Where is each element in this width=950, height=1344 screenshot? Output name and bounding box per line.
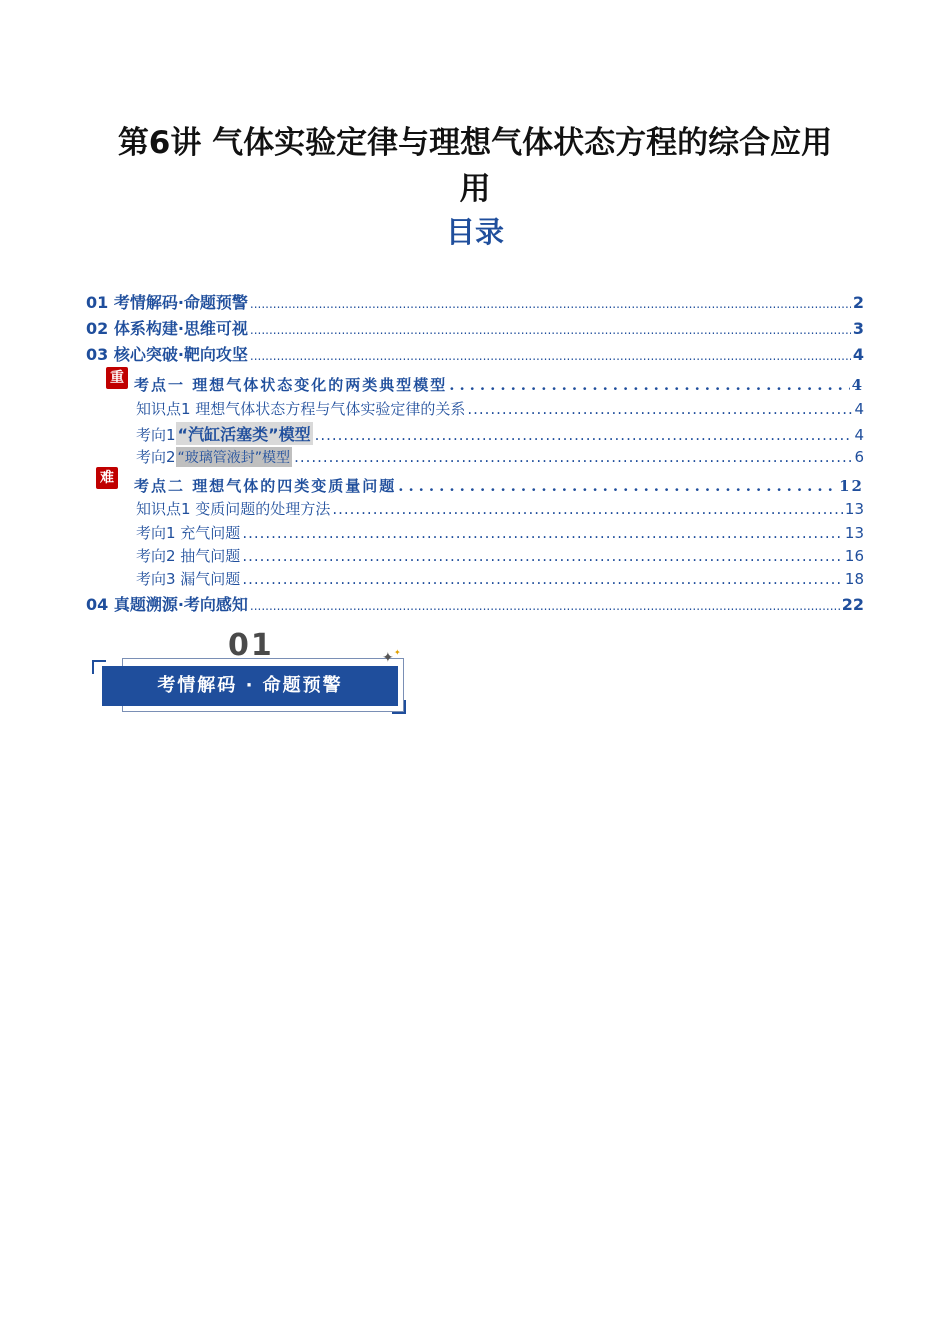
toc-entry-page: 4 bbox=[851, 376, 864, 394]
toc-leader-dots bbox=[315, 426, 853, 444]
toc-entry-page: 2 bbox=[852, 293, 864, 312]
toc-leader-dots bbox=[250, 323, 851, 337]
toc-entry-page: 6 bbox=[854, 448, 864, 466]
toc-leader-dots bbox=[250, 297, 851, 311]
toc-entry-kaodian-1[interactable] bbox=[134, 374, 864, 395]
document-title bbox=[85, 120, 865, 212]
toc-entry-prefix: 考向1 bbox=[136, 426, 176, 444]
toc-entry-label: 知识点1 理想气体状态方程与气体实验定律的关系 bbox=[136, 400, 466, 418]
toc-leader-dots bbox=[242, 570, 843, 588]
sparkle-icon: ✦ bbox=[382, 650, 394, 666]
toc-entry-chongqi[interactable] bbox=[136, 522, 864, 543]
toc-leader-dots bbox=[242, 547, 843, 565]
toc-entry-kaoxiang-1[interactable] bbox=[136, 422, 864, 445]
toc-entry-label: 考向3 漏气问题 bbox=[136, 570, 241, 588]
corner-bracket-bottom-right bbox=[392, 700, 406, 714]
section-banner-title: 考情解码 · 命题预警 bbox=[102, 666, 398, 706]
toc-entry-page: 16 bbox=[844, 547, 864, 565]
key-point-badge: 重 bbox=[106, 367, 128, 389]
toc-entry-chouqi[interactable] bbox=[136, 545, 864, 566]
toc-entry-label: 01 考情解码·命题预警 bbox=[86, 293, 248, 312]
corner-bracket-top-left bbox=[92, 660, 106, 674]
toc-entry-03[interactable] bbox=[86, 342, 864, 365]
toc-entry-prefix: 考向2 bbox=[136, 448, 176, 466]
toc-entry-kaodian-2[interactable] bbox=[134, 475, 864, 496]
toc-entry-01[interactable] bbox=[86, 290, 864, 313]
toc-entry-label: 03 核心突破·靶向攻坚 bbox=[86, 345, 248, 364]
toc-entry-page: 13 bbox=[844, 524, 864, 542]
toc-leader-dots bbox=[250, 599, 840, 613]
toc-entry-page: 13 bbox=[844, 500, 864, 518]
toc-entry-page: 18 bbox=[844, 570, 864, 588]
toc-leader-dots bbox=[250, 349, 851, 363]
toc-entry-label: 考向2 抽气问题 bbox=[136, 547, 241, 565]
toc-entry-label: “玻璃管液封”模型 bbox=[176, 447, 293, 467]
toc-leader-dots bbox=[449, 376, 849, 394]
toc-entry-zhishidian-1[interactable] bbox=[136, 398, 864, 419]
toc-entry-page: 3 bbox=[852, 319, 864, 338]
toc-entry-page: 4 bbox=[854, 426, 864, 444]
difficult-point-badge: 难 bbox=[96, 467, 118, 489]
toc-entry-page: 4 bbox=[852, 345, 864, 364]
toc-entry-louqi[interactable] bbox=[136, 568, 864, 589]
title-line-2: 用 bbox=[459, 171, 491, 207]
toc-leader-dots bbox=[398, 477, 837, 495]
toc-entry-label: 考点二 理想气体的四类变质量问题 bbox=[134, 477, 397, 495]
toc-leader-dots bbox=[242, 524, 843, 542]
toc-entry-label: “汽缸活塞类”模型 bbox=[176, 422, 313, 445]
toc-entry-label: 04 真题溯源·考向感知 bbox=[86, 595, 248, 614]
toc-leader-dots bbox=[332, 500, 843, 518]
toc-entry-page: 4 bbox=[854, 400, 864, 418]
small-sparkle-icon: ✦ bbox=[394, 648, 401, 657]
toc-entry-label: 知识点1 变质问题的处理方法 bbox=[136, 500, 331, 518]
toc-leader-dots bbox=[467, 400, 852, 418]
toc-entry-label: 考向1 充气问题 bbox=[136, 524, 241, 542]
toc-entry-label: 02 体系构建·思维可视 bbox=[86, 319, 248, 338]
toc-entry-04[interactable] bbox=[86, 592, 864, 615]
section-number: 01 bbox=[228, 628, 274, 663]
toc-entry-page: 12 bbox=[839, 477, 864, 495]
section-banner bbox=[92, 628, 412, 718]
toc-entry-kaoxiang-2[interactable] bbox=[136, 446, 864, 467]
toc-entry-02[interactable] bbox=[86, 316, 864, 339]
title-line-1: 第6讲 气体实验定律与理想气体状态方程的综合应用 bbox=[117, 125, 833, 161]
toc-entry-label: 考点一 理想气体状态变化的两类典型模型 bbox=[134, 376, 448, 394]
toc-entry-page: 22 bbox=[841, 595, 864, 614]
toc-leader-dots bbox=[294, 448, 852, 466]
toc-entry-zhishidian-2[interactable] bbox=[136, 498, 864, 519]
toc-heading: 目录 bbox=[445, 215, 504, 249]
